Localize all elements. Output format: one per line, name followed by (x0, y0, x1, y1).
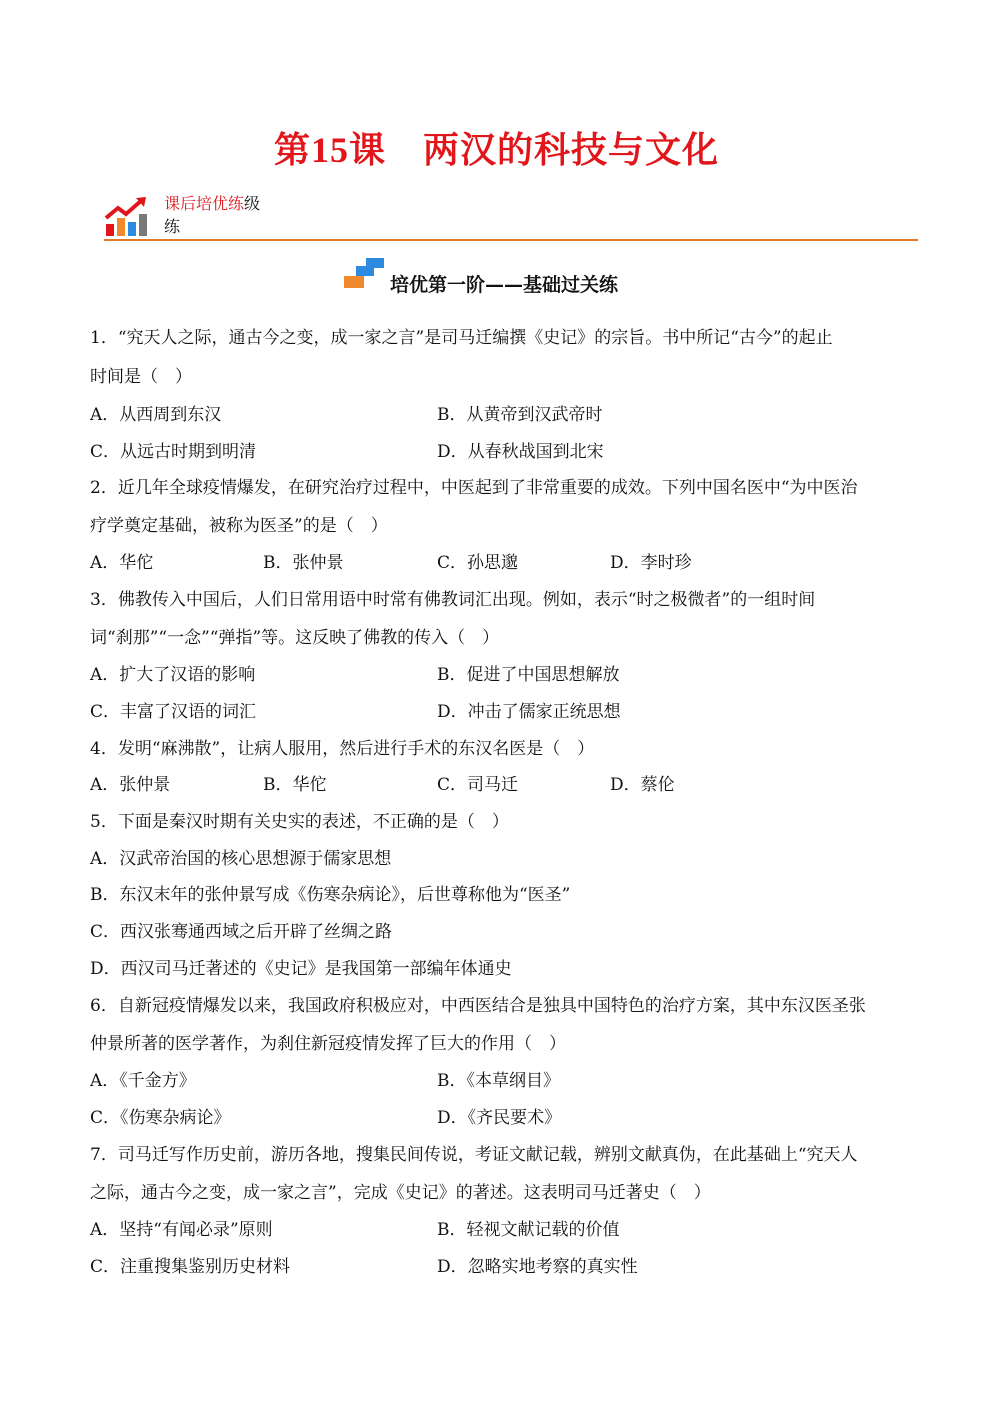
question-2-line-1: 2．近几年全球疫情爆发，在研究治疗过程中，中医起到了非常重要的成效。下列中国名医中“为中医治 (90, 478, 858, 498)
question-4-line-1: 4．发明“麻沸散”，让病人服用，然后进行手术的东汉名医是（ ） (90, 739, 595, 759)
question-4-option-d: D．蔡伦 (610, 775, 675, 795)
question-7-option-b: B．轻视文献记载的价值 (437, 1220, 620, 1240)
question-7-line-1: 7．司马迁写作历史前，游历各地，搜集民间传说，考证文献记载，辨别文献真伪，在此基础上“究天人 (90, 1145, 858, 1165)
question-3-option-b: B．促进了中国思想解放 (437, 665, 620, 685)
question-1-option-c: C．从远古时期到明清 (90, 442, 257, 462)
question-3-line-2: 词“刹那”“一念”“弹指”等。这反映了佛教的传入（ ） (90, 628, 500, 648)
page-title: 第15课 两汉的科技与文化 (273, 129, 720, 171)
question-2-line-2: 疗学奠定基础，被称为医圣”的是（ ） (90, 516, 388, 536)
question-5-line-1: 5．下面是秦汉时期有关史实的表述，不正确的是（ ） (90, 812, 509, 832)
homework-banner (104, 190, 918, 244)
section-title: 培优第一阶——基础过关练 (390, 274, 619, 296)
question-4-option-b: B．华佗 (263, 775, 327, 795)
question-6-option-a: A．《千金方》 (90, 1071, 196, 1091)
question-7-option-d: D．忽略实地考察的真实性 (437, 1257, 638, 1277)
question-5-option-d: D．西汉司马迁著述的《史记》是我国第一部编年体通史 (90, 959, 512, 979)
section-header (342, 258, 672, 294)
question-5-option-a: A．汉武帝治国的核心思想源于儒家思想 (90, 849, 392, 869)
question-7-line-2: 之际，通古今之变，成一家之言”，完成《史记》的著述。这表明司马迁著史（ ） (90, 1183, 711, 1203)
question-3-option-a: A．扩大了汉语的影响 (90, 665, 256, 685)
steps-icon (342, 258, 386, 290)
question-1-option-d: D．从春秋战国到北宋 (437, 442, 604, 462)
question-2-option-c: C．孙思邈 (437, 553, 519, 573)
question-6-line-1: 6．自新冠疫情爆发以来，我国政府积极应对，中西医结合是独具中国特色的治疗方案，其中东汉医圣张 (90, 996, 866, 1016)
question-3-line-1: 3．佛教传入中国后，人们日常用语中时常有佛教词汇出现。例如，表示“时之极微者”的一组时间 (90, 590, 816, 610)
question-6-option-c: C．《伤寒杂病论》 (90, 1108, 231, 1128)
question-6-option-b: B．《本草纲目》 (437, 1071, 560, 1091)
header-divider (104, 239, 918, 241)
question-5-option-b: B．东汉末年的张仲景写成《伤寒杂病论》，后世尊称他为“医圣” (90, 885, 571, 905)
question-7-option-c: C．注重搜集鉴别历史材料 (90, 1257, 291, 1277)
question-6-line-2: 仲景所著的医学著作，为刹住新冠疫情发挥了巨大的作用（ ） (90, 1034, 566, 1054)
question-2-option-d: D．李时珍 (610, 553, 692, 573)
question-3-option-d: D．冲击了儒家正统思想 (437, 702, 621, 722)
question-4-option-a: A．张仲景 (90, 775, 171, 795)
question-6-option-d: D．《齐民要术》 (437, 1108, 562, 1128)
question-4-option-c: C．司马迁 (437, 775, 519, 795)
question-3-option-c: C．丰富了汉语的词汇 (90, 702, 257, 722)
question-1-option-a: A．从西周到东汉 (90, 405, 222, 425)
question-2-option-b: B．张仲景 (263, 553, 344, 573)
question-5-option-c: C．西汉张骞通西域之后开辟了丝绸之路 (90, 922, 393, 942)
question-1-line-2: 时间是（ ） (90, 367, 192, 387)
question-7-option-a: A．坚持“有闻必录”原则 (90, 1220, 273, 1240)
growth-chart-icon (104, 194, 152, 238)
question-2-option-a: A．华佗 (90, 553, 154, 573)
question-1-line-1: 1．“究天人之际，通古今之变，成一家之言”是司马迁编撰《史记》的宗旨。书中所记“古今”的起止 (90, 328, 833, 348)
question-1-option-b: B．从黄帝到汉武帝时 (437, 405, 603, 425)
banner-label: 课后培优练级 练 (164, 194, 261, 236)
